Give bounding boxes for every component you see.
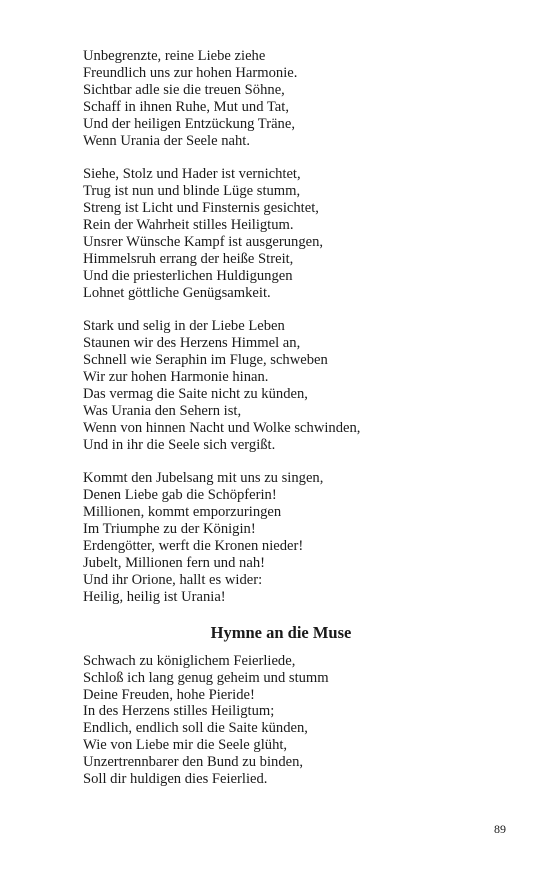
poem-line: Unsrer Wünsche Kampf ist ausgerungen,	[83, 234, 324, 251]
poem-line: Endlich, endlich soll die Saite künden,	[83, 720, 308, 737]
page-number: 89	[494, 822, 506, 836]
stanza	[83, 318, 503, 454]
poem-line: Im Triumphe zu der Königin!	[83, 521, 256, 538]
stanza	[83, 470, 503, 606]
poem-line: Heilig, heilig ist Urania!	[83, 589, 226, 606]
poem-line: Schaff in ihnen Ruhe, Mut und Tat,	[83, 98, 289, 115]
poem-line: Wie von Liebe mir die Seele glüht,	[83, 737, 288, 754]
poem-line: Wenn Urania der Seele naht.	[83, 132, 250, 149]
stanza	[83, 48, 503, 150]
poem-line: Deine Freuden, hohe Pieride!	[83, 686, 255, 703]
poem-title: Hymne an die Muse	[210, 622, 352, 642]
poem-line: Trug ist nun und blinde Lüge stumm,	[83, 183, 301, 200]
poem-line: Siehe, Stolz und Hader ist vernichtet,	[83, 166, 301, 183]
poem-line: Sichtbar adle sie die treuen Söhne,	[83, 81, 285, 98]
stanza	[83, 653, 503, 789]
poem-line: Millionen, kommt emporzuringen	[83, 504, 282, 521]
poem-line: Wenn von hinnen Nacht und Wolke schwinden,	[83, 420, 361, 437]
poem-line: Und ihr Orione, hallt es wider:	[83, 572, 263, 589]
poem-line: Himmelsruh errang der heiße Streit,	[83, 250, 294, 267]
poem-line: Streng ist Licht und Finsternis gesichtet,	[83, 200, 319, 217]
poem-line: Freundlich uns zur hohen Harmonie.	[83, 64, 298, 81]
poem-line: Schnell wie Seraphin im Fluge, schweben	[83, 352, 328, 369]
poem-line: Lohnet göttliche Genügsamkeit.	[83, 284, 271, 301]
poem-line: Unbegrenzte, reine Liebe ziehe	[83, 48, 266, 64]
poem-line: Erdengötter, werft die Kronen nieder!	[83, 538, 304, 555]
poem-line: Soll dir huldigen dies Feierlied.	[83, 771, 268, 788]
poem-line: Das vermag die Saite nicht zu künden,	[83, 386, 308, 403]
poem-line: Rein der Wahrheit stilles Heiligtum.	[83, 217, 294, 234]
stanza	[83, 166, 503, 302]
poem-line: Wir zur hohen Harmonie hinan.	[83, 369, 269, 386]
poem-line: Denen Liebe gab die Schöpferin!	[83, 487, 277, 504]
poem-line: Was Urania den Sehern ist,	[83, 403, 242, 420]
poem-line: Staunen wir des Herzens Himmel an,	[83, 335, 301, 352]
poem-line: Jubelt, Millionen fern und nah!	[83, 555, 265, 572]
poem-line: Und der heiligen Entzückung Träne,	[83, 115, 295, 132]
poem-line: Und in ihr die Seele sich vergißt.	[83, 437, 276, 454]
poem-line: Kommt den Jubelsang mit uns zu singen,	[83, 470, 324, 487]
poem-line: Und die priesterlichen Huldigungen	[83, 267, 293, 284]
poem-line: Schloß ich lang genug geheim und stumm	[83, 669, 329, 686]
page-body	[83, 48, 503, 805]
poem-line: In des Herzens stilles Heiligtum;	[83, 703, 275, 720]
poem-line: Stark und selig in der Liebe Leben	[83, 318, 285, 335]
poem-line: Schwach zu königlichem Feierliede,	[83, 652, 296, 669]
poem-line: Unzertrennbarer den Bund zu binden,	[83, 754, 304, 771]
